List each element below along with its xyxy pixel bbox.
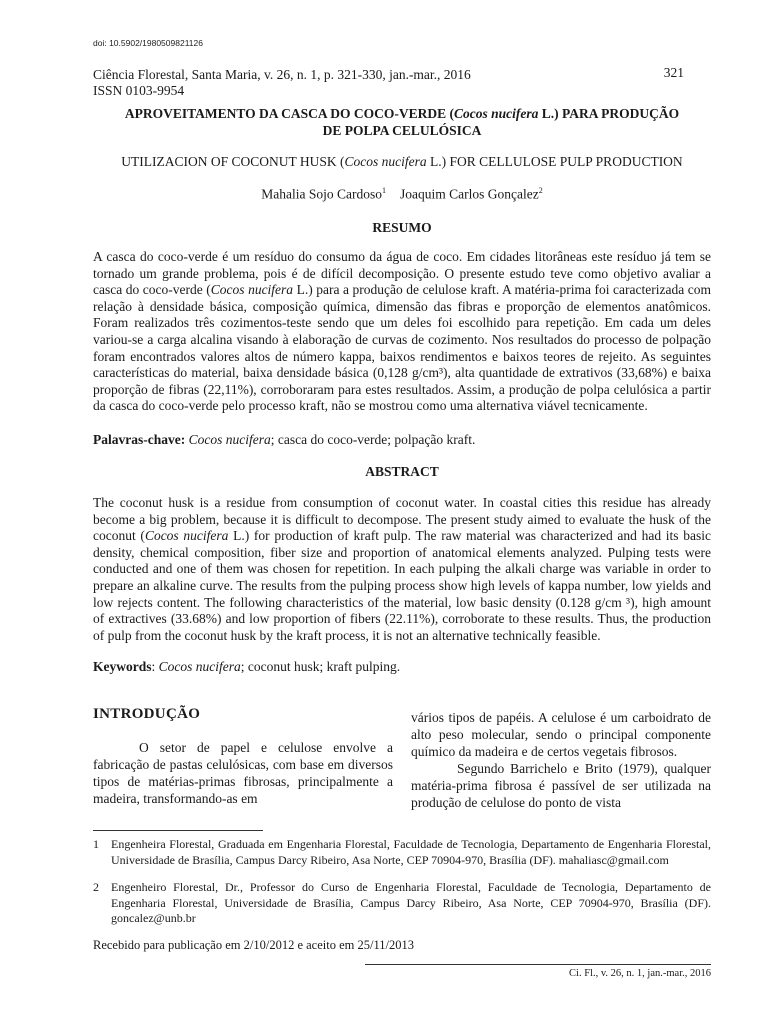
page-number: 321 (663, 65, 684, 80)
author-affiliation-mark: 2 (538, 186, 543, 195)
introduction-paragraph: vários tipos de papéis. A celulose é um carboidrato de alto peso molecular, sendo o principal componente químico da madeira e de certos vegetais fibrosos. (411, 710, 711, 759)
title-portuguese (93, 105, 711, 139)
title-en-species: Cocos nucifera (344, 154, 427, 169)
keywords-label: Keywords (93, 659, 152, 674)
footnote-number: 2 (93, 880, 99, 894)
received-date-note: Recebido para publicação em 2/10/2012 e aceito em 25/11/2013 (93, 938, 414, 952)
keywords-species: Cocos nucifera (188, 432, 271, 447)
footnote-text: Engenheiro Florestal, Dr., Professor do Curso de Engenharia Florestal, Faculdade de Tecnologia, Departamento de Engenharia Florestal, Universidade de Brasília, Campus Darcy Ribeiro, Asa Norte, CEP 70904-970, Brasília (DF). goncalez@unb.br (111, 880, 711, 925)
author-list (93, 186, 711, 203)
keywords-text: ; casca do coco-verde; polpação kraft. (270, 432, 476, 447)
resumo-species: Cocos nucifera (210, 282, 294, 298)
abstract-text: The coconut husk is a residue from consumption of coconut water. In coastal cities this residue has already become a big problem, because it is difficult to decompose. The present study aimed to evaluate the husk of the coconut ( (93, 495, 711, 544)
introduction-paragraph: Segundo Barrichelo e Brito (1979), qualquer matéria-prima fibrosa é passível de ser utilizada na produção de celulose do ponto de vista (411, 761, 711, 810)
keywords-portuguese (93, 432, 711, 449)
abstract-species: Cocos nucifera (144, 528, 229, 544)
introduction-right-column (411, 709, 711, 811)
title-english (93, 154, 711, 170)
keywords-english (93, 659, 711, 676)
introduction-left-column: O setor de papel e celulose envolve a fabricação de pastas celulósicas, com base em diversos tipos de matérias-primas fibrosas, principalmente a madeira, transformando-as em (93, 740, 393, 806)
keywords-label: Palavras-chave: (93, 432, 186, 447)
footnote (93, 837, 711, 868)
doi-line: doi: 10.5902/1980509821126 (93, 38, 203, 48)
title-pt-species: Cocos nucifera (454, 106, 539, 121)
author-name: Joaquim Carlos Gonçalez (400, 186, 539, 202)
title-en-part: L.) FOR CELLULOSE PULP PRODUCTION (426, 154, 683, 169)
resumo-heading: RESUMO (372, 220, 432, 235)
title-en-part: UTILIZACION OF COCONUT HUSK ( (121, 154, 345, 169)
title-pt-part: APROVEITAMENTO DA CASCA DO COCO-VERDE ( (124, 106, 455, 121)
abstract-text: L.) for production of kraft pulp. The raw material was characterized and had its basic density, chemical composition, fiber size and proportion of anatomical elements analyzed. Pulping tests were conducted and one of them was chosen for repetition. In each pulping the alkali charge was variable in order to prepare an alkaline curve. The results from the pulping process show high levels of kappa number, low yields and low rejects content. The following characteristics of the material, low basic density (0.128 g/cm ³), high amount of extractives (33.68%) and low proportion of fibers (22.11%), corroborate to these results. Thus, the production of pulp from the coconut husk by the kraft process, it is not an alternative technically feasible. (93, 528, 711, 643)
title-pt-part: L.) PARA PRODUÇÃO (538, 106, 680, 121)
keywords-species: Cocos nucifera (158, 659, 241, 674)
abstract-paragraph (93, 495, 711, 644)
footer-divider (365, 964, 711, 965)
issn: ISSN 0103-9954 (93, 83, 185, 98)
author-name: Mahalia Sojo Cardoso (261, 186, 383, 202)
footnote-divider (93, 830, 263, 831)
resumo-paragraph (93, 249, 711, 415)
introduction-heading: INTRODUÇÃO (93, 706, 201, 722)
running-footer: Ci. Fl., v. 26, n. 1, jan.-mar., 2016 (569, 968, 711, 979)
footnote-number: 1 (93, 837, 99, 851)
footnote (93, 880, 711, 927)
abstract-heading: ABSTRACT (365, 464, 439, 479)
resumo-text: L.) para a produção de celulose kraft. A matéria-prima foi caracterizada com relação à densidade básica, composição química, dimensão das fibras e proporção de elementos anatômicos. Foram realizados três cozimentos-teste sendo que um deles foi escolhido para repetição. Em cada um deles variou-se a carga alcalina visando à elaboração de curvas de cozimento. Nos resultados do processo de polpação foram encontrados valores altos de número kappa, baixos rendimentos e baixos teores de rejeito. As seguintes características do material, baixa densidade básica (0,128 g/cm³), alta quantidade de extrativos (33,68%) e baixa proporção de fibras (22,11%), corroboraram para estes resultados. Assim, a produção de polpa celulósica a partir da casca do coco-verde pelo processo kraft, não se mostrou como uma alternativa viável tecnicamente. (93, 282, 711, 414)
keywords-text: ; coconut husk; kraft pulping. (240, 659, 401, 674)
title-pt-part: DE POLPA CELULÓSICA (322, 123, 482, 138)
resumo-text: A casca do coco-verde é um resíduo do consumo da água de coco. Em cidades litorâneas este resíduo já tem se tornado um grande problema, pois é de difícil decomposição. O presente estudo teve como objetivo avaliar a casca do coco-verde ( (93, 249, 711, 298)
footnote-text: Engenheira Florestal, Graduada em Engenharia Florestal, Faculdade de Tecnologia, Departamento de Engenharia Florestal, Universidade de Brasília, Campus Darcy Ribeiro, Asa Norte, CEP 70904-970, Brasília (DF). mahaliasc@gmail.com (111, 837, 711, 867)
journal-citation: Ciência Florestal, Santa Maria, v. 26, n. 1, p. 321-330, jan.-mar., 2016 (93, 67, 471, 82)
keywords-colon: : (151, 659, 159, 674)
author-affiliation-mark: 1 (382, 186, 387, 195)
